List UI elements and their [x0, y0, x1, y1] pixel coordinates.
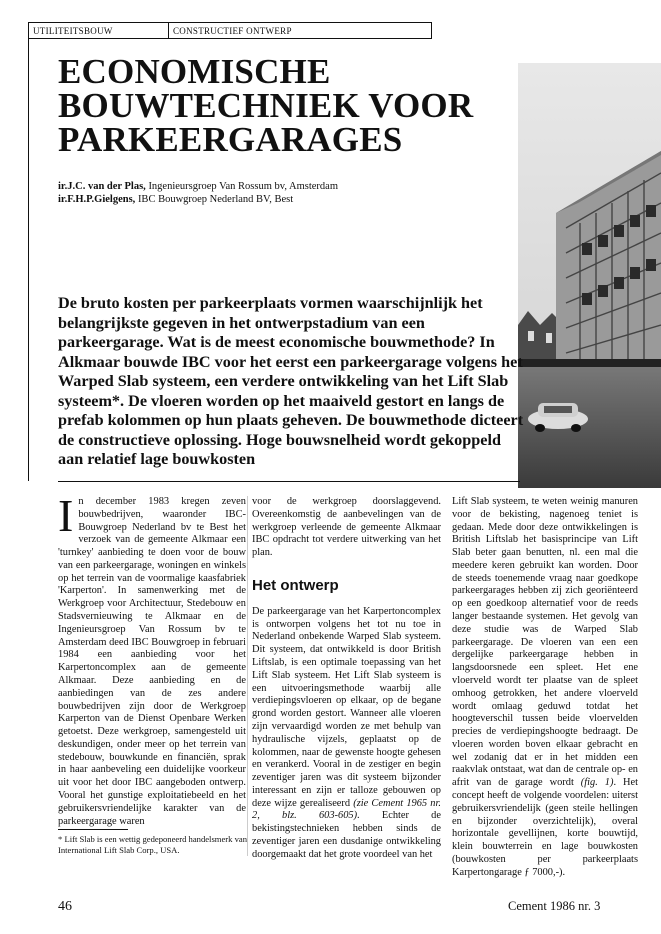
parking-garage-photo	[518, 63, 661, 488]
author-affiliation: IBC Bouwgroep Nederland BV, Best	[135, 194, 294, 205]
column-divider	[247, 496, 248, 856]
author-list	[58, 180, 518, 206]
author-line	[58, 193, 518, 206]
author-name: ir.F.H.P.Gielgens,	[58, 194, 136, 205]
body-column-2	[252, 496, 441, 862]
title-line: BOUWTECHNIEK VOOR	[58, 86, 474, 125]
body-column-3	[452, 496, 638, 879]
author-affiliation: Ingenieursgroep Van Rossum bv, Amsterdam	[145, 181, 338, 192]
article-lead: De bruto kosten per parkeerplaats vormen waarschijnlijk het belangrijkste gegeven in het ontwerpstadium van een parkeergarage. Wat is de meest economische bouwmethode? In Alkmaar bouwde IBC voor het eerst een parkeergarage volgens het Warped Slab systeem, een verdere ontwikkeling van het Lift Slab systeem*. De vloeren worden op het maaiveld gestort en langs de prefab kolommen op hun plaats geheven. De bouwmethode dicteert de constructieve oplossing. Hoge bouwsnelheid wordt gekoppeld aan relatief lage bouwkosten	[58, 294, 524, 468]
footnote-rule	[58, 829, 128, 830]
section-heading: Het ontwerp	[252, 576, 339, 594]
subsection-label: CONSTRUCTIEF ONTWERP	[173, 26, 292, 36]
paragraph-text: n december 1983 kregen zeven bouwbedrijven, waaronder IBC-Bouwgroep Nederland bv te Best het verzoek van de gemeente Alkmaar een 'turnkey' aanbieding te doen voor de bouw van een parkeergarage, woningen en winkels op het terrein van de voormalige kaasfabriek 'Karperton'. In samenwerking met de Werkgroep voor Architectuur, Stedebouw en Stadsvernieuwing te Alkmaar en de Ingenieursgroep Van Rossum bv te Amsterdam deed IBC Bouwgroep in februari 1984 een aanbieding voor het Karpertoncomplex aan de gemeente Alkmaar. Deze aanbieding en de aanbiedingen van de zes andere bouwbedrijven zijn door de Werkgroep Karperton van de Dienst Openbare Werken getoetst. Deze werkgroep, samengesteld uit deskundigen, onder meer op het terrein van stedebouw, bouwkunde en financiën, sprak in haar aanbeveling een duidelijke voorkeur uit voor het door IBC aangeboden ontwerp. Vooral het gunstige exploitatiebeeld en het gebruikersvriendelijke karakter van de parkeergarage waren	[58, 496, 246, 827]
title-line: ECONOMISCHE	[58, 52, 331, 91]
article-title	[58, 52, 518, 159]
paragraph-text: De parkeergarage van het Karpertoncomplex is ontworpen volgens het tot nu toe in Nederland onbekende Warped Slab systeem. Dit systeem, dat ontwikkeld is door British Liftslab, is een optimale toepassing van het Lift Slab systeem. Het Lift Slab systeem is een uitvoeringsmethode waarbij alle verdiepingsvloeren op elkaar, op de begane grond worden gestort. Wanneer alle vloeren zijn vervaardigd worden ze met behulp van hydraulische vijzels, geplaatst op de kolommen, naar de gewenste hoogte gehesen en verankerd. Vooral in de zestiger en begin zeventiger jaren was dit systeem bijzonder interessant en zijn er talloze gebouwen op deze wijze gerealiseerd	[252, 605, 441, 809]
reference: (zie Cement 1965 nr. 2, blz. 603-605)	[252, 797, 441, 822]
paragraph-text: . Het concept heeft de volgende voordelen: uiterst gebruikersvriendelijk (geen steile hellingen en bijzonder overzichtelijk), overal horizontale gevellijnen, korte bouwtijd, klein bouwterrein en lage bouwkosten (bouwkosten per parkeerplaats Karpertongarage ƒ 7000,-).	[452, 777, 638, 878]
body-column-1	[58, 490, 246, 828]
section-label: UTILITEITSBOUW	[29, 23, 169, 38]
paragraph: voor de werkgroep doorslaggevend. Overeenkomstig de aanbevelingen van de werkgroep verleende de gemeente Alkmaar IBC opdracht tot verdere uitwerking van het plan.	[252, 496, 441, 559]
paragraph	[58, 490, 246, 828]
drop-cap: I	[58, 490, 74, 541]
author-line	[58, 180, 518, 193]
author-name: ir.J.C. van der Plas,	[58, 181, 146, 192]
paragraph	[252, 606, 441, 862]
section-tabs	[28, 22, 432, 39]
paragraph-text: . Echter de bekistingstechnieken hebben sinds de zeventiger jaren een dusdanige ontwikkeling doorgemaakt dat het grote voordeel van het	[252, 810, 441, 860]
title-line: PARKEERGARAGES	[58, 120, 403, 159]
paragraph-text: Lift Slab systeem, te weten weinig manuren voor de bekisting, nagenoeg teniet is gedaan. Mede door deze ontwikkelingen is British Liftslab het basisprincipe van Lift Slab beter gaan benutten, nl. een mal die meedere keren gebruikt kan worden. Door de steeds toenemende vraag naar goedkope parkeergarages hebben zij zich georiënteerd op een goedkoop alternatief voor de reeds langer bestaande systemen. Het gevolg van deze studie was de Warped Slab parkeergarage. De vloeren van een een dergelijke parkeergarage hebben in langsdoorsnede een spleet. Het ene vloerveld wordt ter plaatse van de spleet omhoog getrokken, het andere vloerveld wordt omlaag geduwd totdat het hoogteverschil tussen beide vloervelden precies de verdiepingshoogte bedraagt. De vloeren worden boven elkaar gebracht en wel zodanig dat er in het midden een raakvlak ontstaat, wat dan de centrale op- en afrit van de garage wordt	[452, 496, 638, 789]
left-rule	[28, 39, 29, 481]
journal-reference: Cement 1986 nr. 3	[508, 899, 601, 913]
paragraph	[452, 496, 638, 879]
lead-separator	[58, 481, 520, 482]
page-number: 46	[58, 899, 72, 914]
footnote: * Lift Slab is een wettig gedeponeerd handelsmerk van International Lift Slab Corp., USA.	[58, 834, 248, 855]
figure-reference: (fig. 1)	[580, 777, 614, 789]
photo-image	[518, 63, 661, 488]
